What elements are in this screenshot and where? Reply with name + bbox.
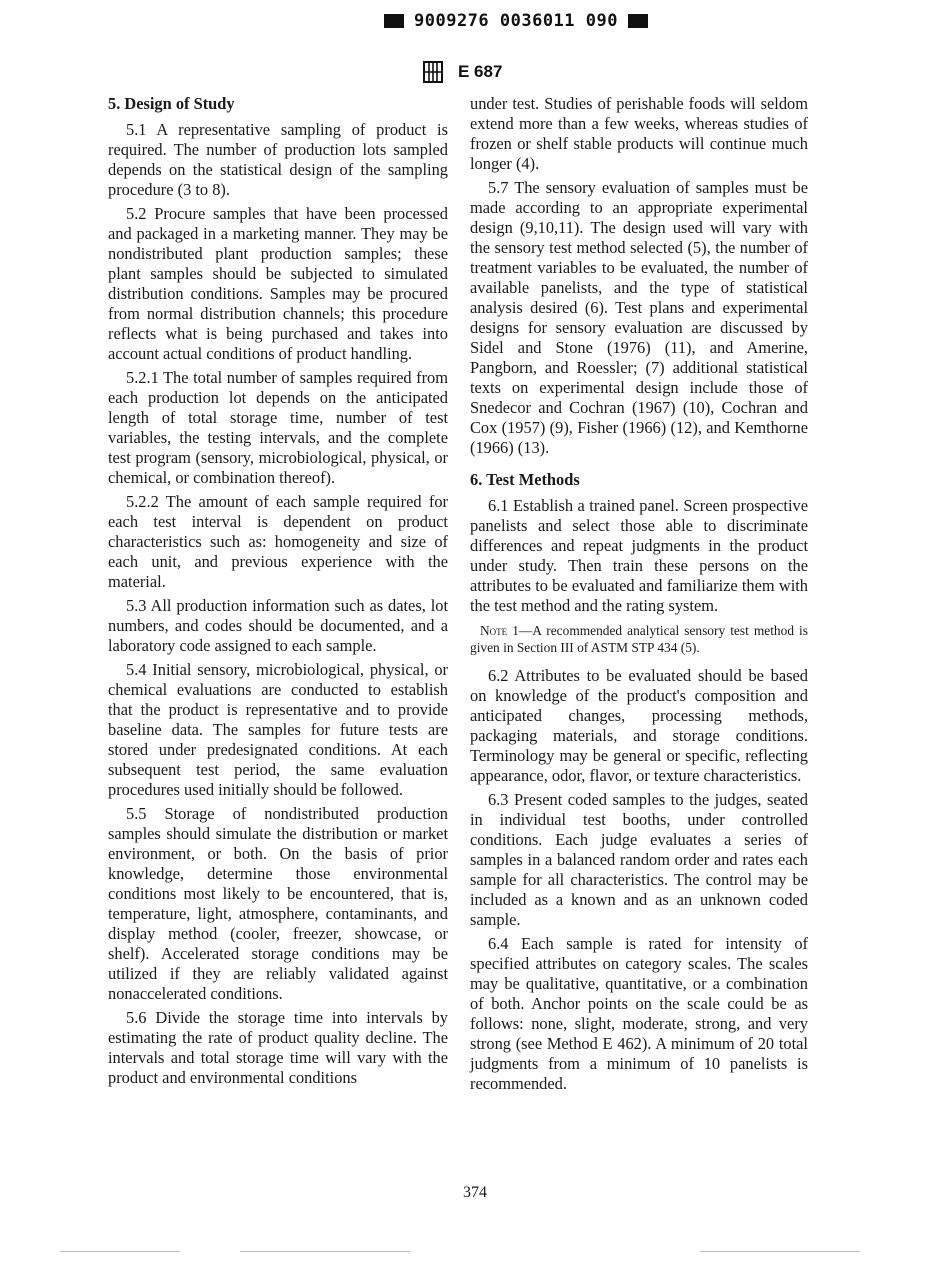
paragraph-5-1: 5.1 A representative sampling of product is required. The number of production lots sampled depends on the statistical design of the sampling procedure (3 to 8). (108, 120, 448, 199)
paragraph-5-3: 5.3 All production information such as dates, lot numbers, and codes should be documented, and a laboratory code assigned to each sample. (108, 596, 448, 655)
paragraph-6-2: 6.2 Attributes to be evaluated should be based on knowledge of the product's composition and anticipated changes, processing methods, packaging materials, and storage conditions. Terminology may be general or specific, reflecting appearance, odor, flavor, or texture characteristics. (470, 666, 808, 785)
barcode-block-right (628, 14, 648, 28)
paragraph-5-2-1: 5.2.1 The total number of samples required from each production lot depends on the anticipated length of total storage time, number of test variables, the testing intervals, and the complete test program (sensory, microbiological, physical, or chemical, or combination thereof). (108, 368, 448, 487)
astm-logo-icon (420, 59, 446, 85)
paragraph-5-6-continued: under test. Studies of perishable foods will seldom extend more than a few weeks, whereas studies of frozen or shelf stable products will continue much longer (4). (470, 94, 808, 173)
paragraph-5-7: 5.7 The sensory evaluation of samples must be made according to an appropriate experimental design (9,10,11). The design used will vary with the sensory test method selected (5), the number of treatment variables to be evaluated, the number of available panelists, and the type of statistical analysis desired (6). Test plans and experimental designs for sensory evaluation are discussed by Sidel and Stone (1976) (11), and Amerine, Pangborn, and Roessler; (7) additional statistical texts on experimental design include those of Snedecor and Cochran (1967) (10), Cochran and Cox (1957) (9), Fisher (1966) (12), and Kemthorne (1966) (13). (470, 178, 808, 457)
scan-artifact-line (60, 1251, 180, 1252)
scan-artifact-line (240, 1251, 410, 1252)
document-barcode-line (384, 8, 670, 34)
standard-number: E 687 (458, 62, 503, 81)
section-6-heading: 6. Test Methods (470, 470, 580, 489)
paragraph-6-1: 6.1 Establish a trained panel. Screen prospective panelists and select those able to discriminate differences and repeat judgments in the product under study. Then train these persons on the attributes to be evaluated and familiarize them with the test method and the rating system. (470, 496, 808, 615)
paragraph-5-2: 5.2 Procure samples that have been processed and packaged in a marketing manner. They may be nondistributed plant production samples; these plant samples should be subjected to simulated distribution conditions. Samples may be procured from normal distribution channels; this procedure reflects what is being purchased and takes into account actual conditions of product handling. (108, 204, 448, 363)
left-column (108, 94, 448, 1092)
paragraph-6-3: 6.3 Present coded samples to the judges, seated in individual test booths, under controlled conditions. Each judge evaluates a series of samples in a balanced random order and rates each sample for all characteristics. The control may be included as a known and as an unknown coded sample. (470, 790, 808, 929)
note-1-text: —A recommended analytical sensory test method is given in Section III of ASTM STP 434 (5). (470, 623, 808, 655)
paragraph-6-4: 6.4 Each sample is rated for intensity of specified attributes on category scales. The scales may be qualitative, quantitative, or a combination of both. Anchor points on the scale could be as follows: none, slight, moderate, strong, and very strong (see Method E 462). A minimum of 20 total judgments from a minimum of 10 panelists is recommended. (470, 934, 808, 1093)
page-header (420, 58, 502, 86)
paragraph-5-5: 5.5 Storage of nondistributed production samples should simulate the distribution or market environment, or both. On the basis of prior knowledge, determine those environmental conditions most likely to be encountered, that is, temperature, light, atmosphere, contaminants, and display method (cooler, freezer, showcase, or shelf). Accelerated storage conditions may be utilized if they are reliably validated against nonaccelerated conditions. (108, 804, 448, 1003)
section-5-heading: 5. Design of Study (108, 94, 235, 113)
paragraph-5-2-2: 5.2.2 The amount of each sample required for each test interval is dependent on product characteristics such as: homogeneity and size of each unit, and previous experience with the material. (108, 492, 448, 591)
note-1 (470, 622, 808, 656)
scan-artifact-line (700, 1251, 860, 1252)
paragraph-5-4: 5.4 Initial sensory, microbiological, physical, or chemical evaluations are conducted to establish that the product is representative and to provide baseline data. The samples for future tests are stored under predesignated conditions. At each subsequent test period, the same evaluation procedures used initially should be followed. (108, 660, 448, 799)
barcode-block-left (384, 14, 404, 28)
document-code: 9009276 0036011 090 (414, 11, 618, 31)
paragraph-5-6: 5.6 Divide the storage time into intervals by estimating the rate of product quality decline. The intervals and total storage time will vary with the product and environmental conditions (108, 1008, 448, 1087)
page-number: 374 (463, 1184, 487, 1201)
note-1-label: Note 1 (480, 623, 519, 638)
right-column (470, 94, 808, 1098)
